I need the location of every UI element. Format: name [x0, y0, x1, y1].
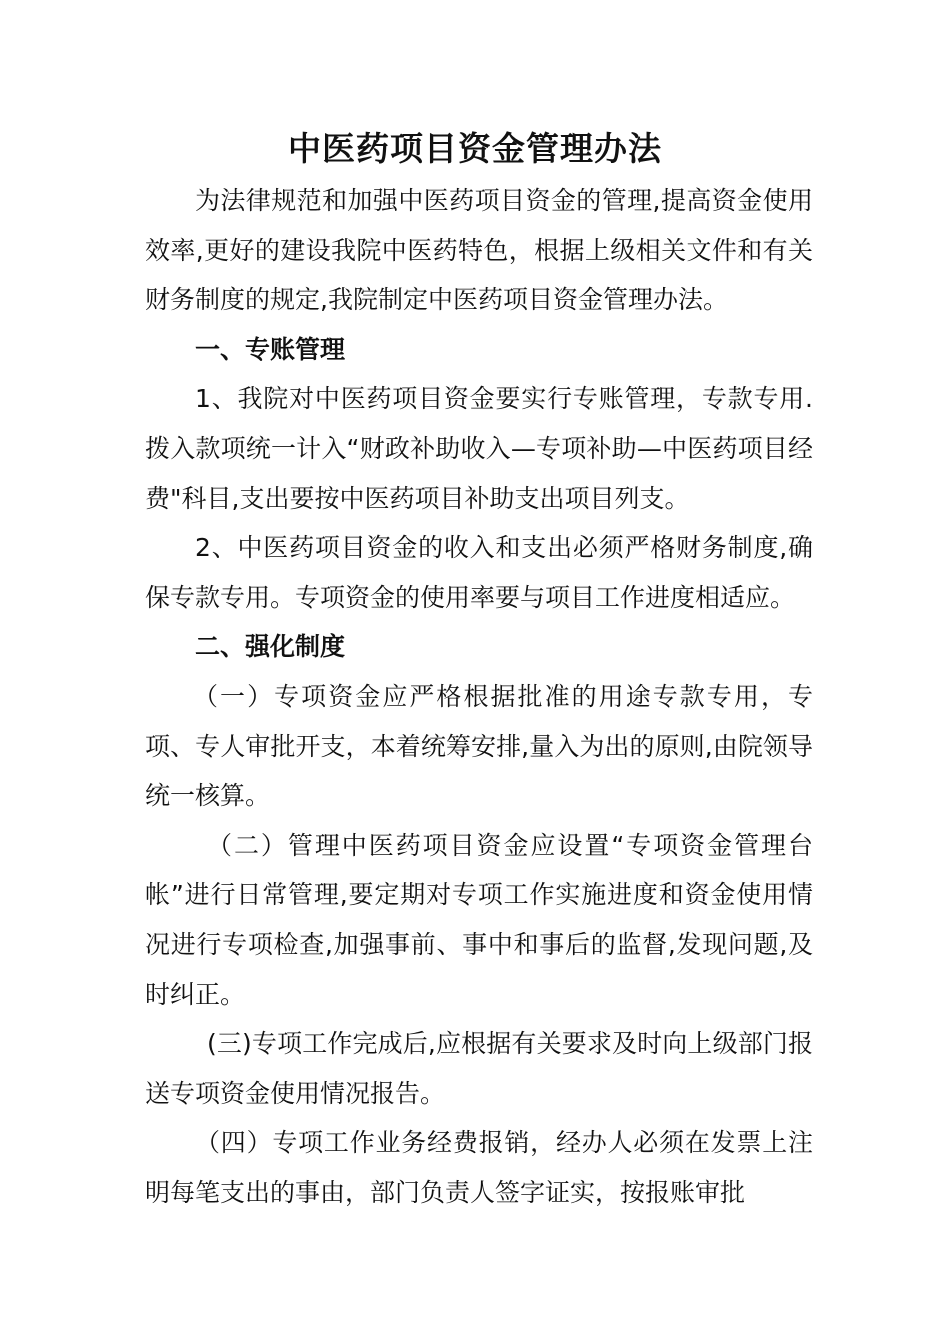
section-heading-1: 一、专账管理 [195, 334, 346, 364]
document-title: 中医药项目资金管理办法 [288, 129, 662, 168]
section1-item-1: 1、我院对中医药项目资金要实行专账管理，专款专用.拨入款项统一计入“财政补助收入—专项补助—中医药项目经费"科目,支出要按中医药项目补助支出项目列支。 [145, 384, 813, 513]
section2-item-3: (三)专项工作完成后,应根据有关要求及时向上级部门报送专项资金使用情况报告。 [145, 1029, 813, 1108]
document-body [145, 176, 813, 1217]
section-heading-2: 二、强化制度 [195, 632, 346, 662]
section2-item-1: （一）专项资金应严格根据批准的用途专款专用，专项、专人审批开支，本着统筹安排,量入为出的原则,由院领导统一核算。 [145, 681, 813, 811]
intro-paragraph: 为法律规范和加强中医药项目资金的管理,提高资金使用效率,更好的建设我院中医药特色，根据上级相关文件和有关财务制度的规定,我院制定中医药项目资金管理办法。 [145, 186, 813, 315]
section1-item-2: 2、中医药项目资金的收入和支出必须严格财务制度,确保专款专用。专项资金的使用率要与项目工作进度相适应。 [145, 533, 813, 612]
section2-item-2: （二）管理中医药项目资金应设置“专项资金管理台帐”进行日常管理,要定期对专项工作实施进度和资金使用情况进行专项检查,加强事前、事中和事后的监督,发现问题,及时纠正。 [145, 830, 813, 1009]
section2-item-4: （四）专项工作业务经费报销，经办人必须在发票上注明每笔支出的事由，部门负责人签字证实，按报账审批 [145, 1128, 813, 1207]
